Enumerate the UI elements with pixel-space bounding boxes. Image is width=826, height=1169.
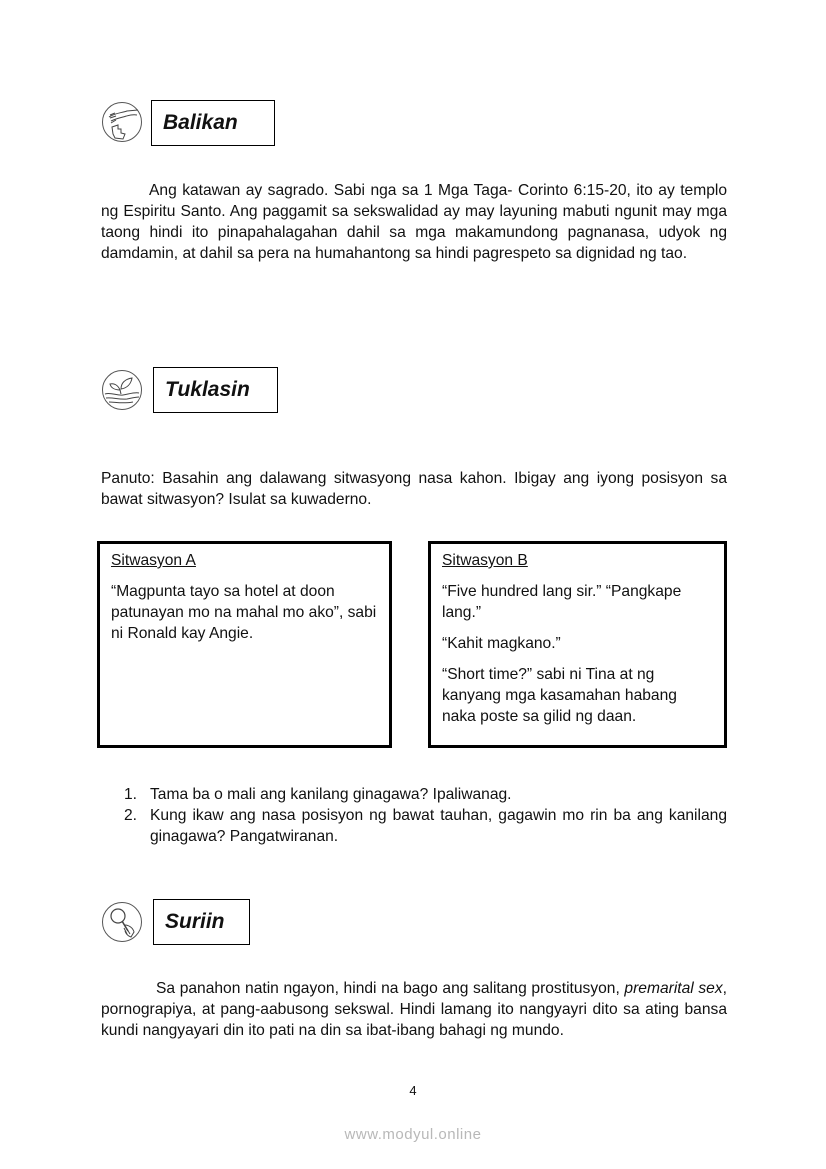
situation-box-b [428,541,727,748]
hand-plant-icon [101,369,143,411]
tuklasin-instructions: Panuto: Basahin ang dalawang sitwasyong nasa kahon. Ibigay ang iyong posisyon sa bawat sitwasyon? Isulat sa kuwaderno. [101,470,727,508]
situation-line: “Short time?” sabi ni Tina at ng kanyang mga kasamahan habang naka poste sa gilid ng daan. [442,666,677,725]
balikan-paragraph: Ang katawan ay sagrado. Sabi nga sa 1 Mga Taga- Corinto 6:15-20, ito ay templo ng Espiritu Santo. Ang paggamit sa sekswalidad ay may layuning mabuti ngunit may mga taong hindi ito pinapahalagahan dahil sa mga makamundong pagnanasa, udyok ng damdamin, at dahil sa pera na humahantong sa hindi pagrespeto sa dignidad ng tao. [101,182,727,262]
section-title-balikan [151,100,275,146]
question-text: Tama ba o mali ang kanilang ginagawa? Ipaliwanag. [150,786,512,803]
situation-line: “Kahit magkano.” [442,635,561,652]
situation-heading: Sitwasyon B [442,552,528,569]
question-number: 2. [124,807,138,824]
section-title-text: Balikan [163,111,238,134]
hand-puzzle-icon [101,101,143,143]
section-title-suriin [153,899,250,945]
section-title-tuklasin [153,367,278,413]
situation-box-a [97,541,392,748]
section-title-text: Tuklasin [165,378,250,401]
situation-line: “Magpunta tayo sa hotel at doon patunayan mo na mahal mo ako”, sabi ni Ronald kay Angie. [111,583,377,642]
suriin-paragraph [101,978,727,1041]
suriin-italic-term: premarital sex [624,980,723,997]
suriin-text: Sa panahon natin ngayon, hindi na bago ang salitang prostitusyon, [156,980,625,997]
question-item [124,784,727,805]
situation-heading: Sitwasyon A [111,552,196,569]
situation-line: “Five hundred lang sir.” “Pangkape lang.” [442,583,682,621]
magnifier-hand-icon [101,901,143,943]
question-text: Kung ikaw ang nasa posisyon ng bawat tauhan, gagawin mo rin ba ang kanilang ginagawa? Pangatwiranan. [150,807,727,845]
watermark: www.modyul.online [344,1126,482,1143]
question-item [124,805,727,847]
section-title-text: Suriin [165,910,225,933]
page-number: 4 [409,1083,417,1098]
question-number: 1. [124,786,138,803]
question-list [124,784,727,847]
suriin-text: , pornograpiya, at pang-aabusong sekswal. Hindi lamang ito nangyayri dito sa ating bansa kundi nangyayari din ito pati na din sa ibat-ibang bahagi ng mundo. [101,980,727,1039]
